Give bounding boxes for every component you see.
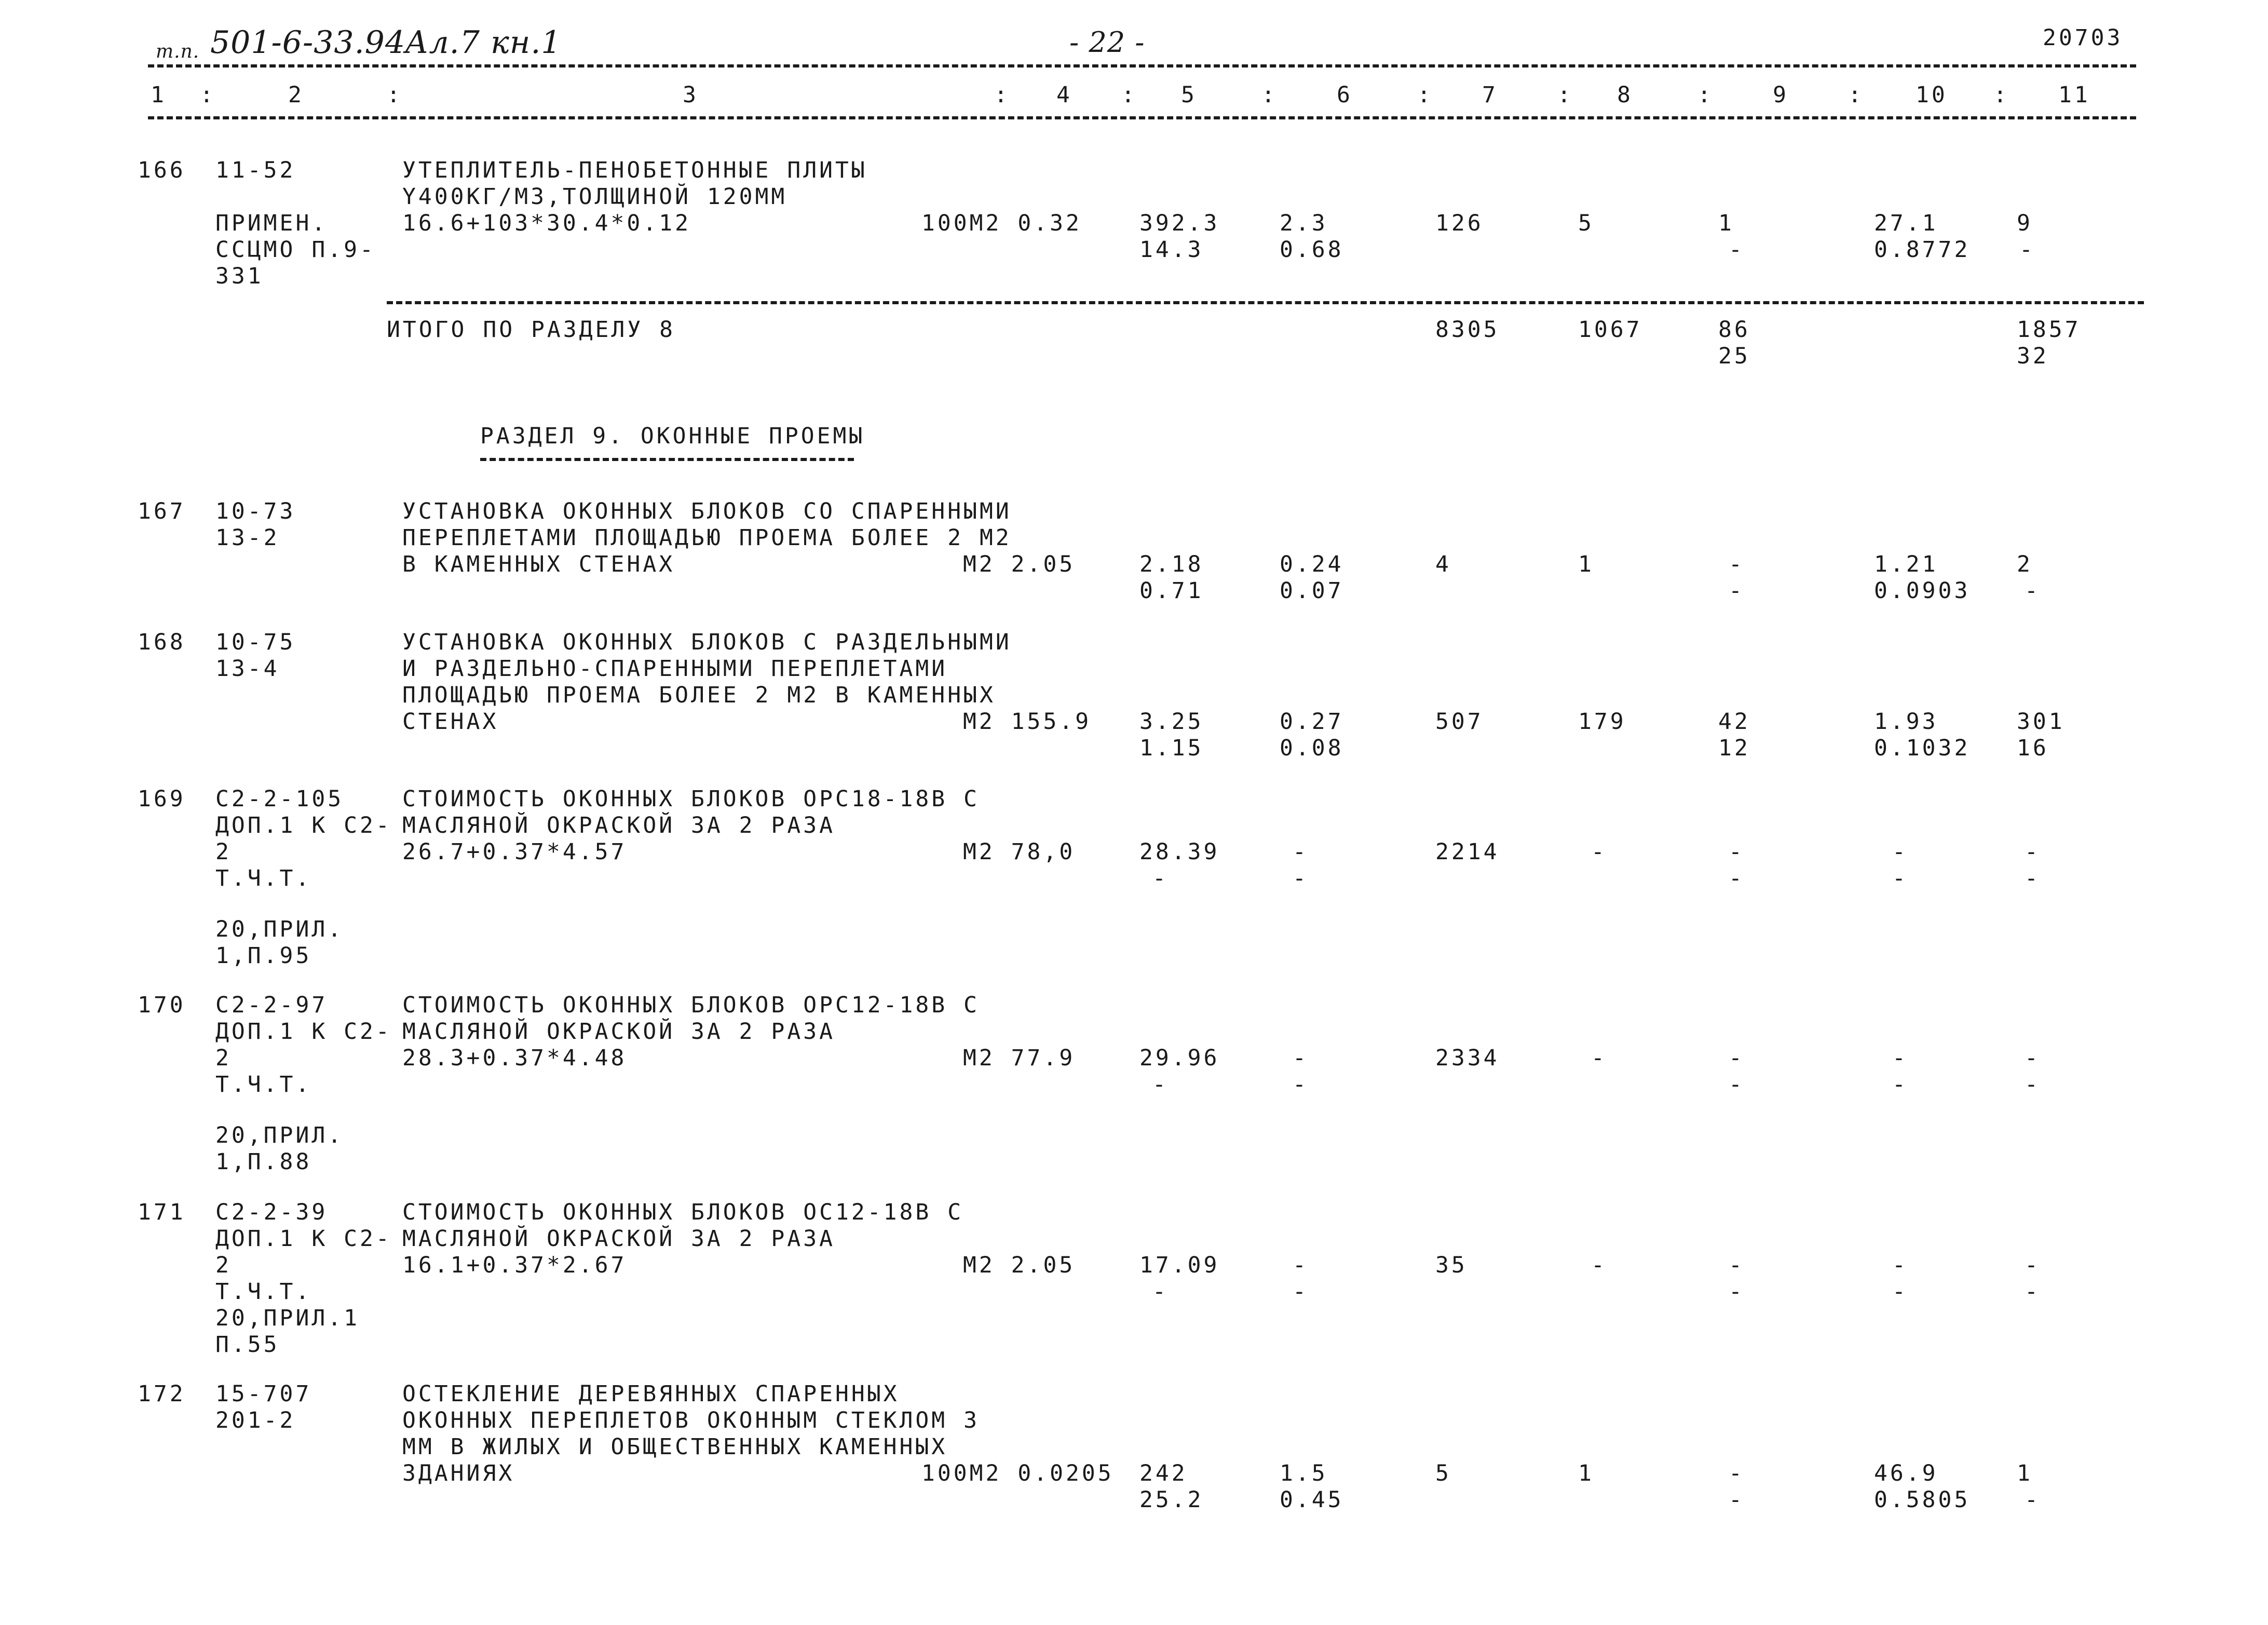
cell-col9: - <box>1729 1072 1745 1098</box>
norm-code: 20,ПРИЛ. <box>215 1122 344 1148</box>
norm-code: 1,П.88 <box>215 1149 312 1175</box>
cell-col10: - <box>1892 839 1908 865</box>
unit-quantity: М2 78,0 <box>963 839 1076 865</box>
cell-col11: 16 <box>2017 735 2049 761</box>
norm-code: ДОП.1 К С2- <box>215 1019 392 1045</box>
cell-col11: 301 <box>2017 709 2065 735</box>
cell-col8: - <box>1591 839 1607 865</box>
cell-col10: 46.9 <box>1874 1460 1938 1486</box>
page-marker: - 22 - <box>1069 26 1145 59</box>
cell-col6: 1.5 <box>1280 1460 1328 1486</box>
column-number: 3 <box>683 82 699 108</box>
column-separator: : <box>1697 82 1714 108</box>
cell-col10: 0.0903 <box>1874 578 1971 604</box>
norm-code: 15-707 <box>215 1381 312 1407</box>
cell-col11: 1 <box>2017 1460 2033 1486</box>
row-number: 168 <box>138 629 186 655</box>
cell-col6: - <box>1293 1072 1309 1098</box>
work-description: СТОИМОСТЬ ОКОННЫХ БЛОКОВ ОС12-18В С <box>402 1199 964 1225</box>
column-number: 9 <box>1773 82 1789 108</box>
work-description: 16.6+103*30.4*0.12 <box>402 210 691 236</box>
norm-code: Т.Ч.Т. <box>215 1072 312 1098</box>
cell-col8: - <box>1591 1045 1607 1071</box>
cell-col5: 1.15 <box>1139 735 1204 761</box>
column-number: 2 <box>288 82 304 108</box>
cell-col9: - <box>1729 578 1745 604</box>
cell-col5: 0.71 <box>1139 578 1204 604</box>
norm-code: ДОП.1 К С2- <box>215 1226 392 1252</box>
cell-col6: 2.3 <box>1280 210 1328 236</box>
cell-col9: 42 <box>1718 709 1750 735</box>
row-number: 167 <box>138 498 186 524</box>
cell-col6: 0.24 <box>1280 551 1344 577</box>
norm-code: С2-2-105 <box>215 786 344 812</box>
unit-quantity: 100М2 0.32 <box>921 210 1082 236</box>
column-separator: : <box>1557 82 1573 108</box>
work-description: СТОИМОСТЬ ОКОННЫХ БЛОКОВ ОРС12-18В С <box>402 992 980 1018</box>
cell-col8: - <box>1591 1252 1607 1278</box>
section-title: РАЗДЕЛ 9. ОКОННЫЕ ПРОЕМЫ <box>480 423 865 449</box>
cell-col10: 27.1 <box>1874 210 1938 236</box>
cell-col8: 1067 <box>1578 317 1642 343</box>
subtotal-rule <box>387 301 2144 304</box>
row-number: 172 <box>138 1381 186 1407</box>
cell-col8: 1 <box>1578 551 1594 577</box>
column-number: 7 <box>1482 82 1498 108</box>
section-title-underline <box>480 458 854 461</box>
cell-col11: - <box>2025 865 2041 891</box>
cell-col11: - <box>2025 578 2041 604</box>
column-separator: : <box>994 82 1010 108</box>
cell-col9: - <box>1729 865 1745 891</box>
column-number: 4 <box>1056 82 1072 108</box>
norm-code: 20,ПРИЛ. <box>215 916 344 942</box>
unit-quantity: 100М2 0.0205 <box>921 1460 1114 1486</box>
work-description: МАСЛЯНОЙ ОКРАСКОЙ ЗА 2 РАЗА <box>402 1019 835 1045</box>
norm-code: 13-4 <box>215 656 280 682</box>
cell-col6: 0.07 <box>1280 578 1344 604</box>
album-book: Ал.7 кн.1 <box>405 24 562 61</box>
row-number: 169 <box>138 786 186 812</box>
cell-col9: - <box>1729 1487 1745 1513</box>
cell-col6: - <box>1293 1252 1309 1278</box>
cell-col5: 14.3 <box>1139 237 1204 263</box>
cell-col9: - <box>1729 1279 1745 1305</box>
cell-col9: - <box>1729 551 1745 577</box>
unit-quantity: М2 2.05 <box>963 551 1076 577</box>
work-description: ОСТЕКЛЕНИЕ ДЕРЕВЯННЫХ СПАРЕННЫХ <box>402 1381 900 1407</box>
cell-col9: - <box>1729 839 1745 865</box>
cell-col6: 0.08 <box>1280 735 1344 761</box>
cell-col5: 17.09 <box>1139 1252 1220 1278</box>
cell-col6: - <box>1293 1279 1309 1305</box>
doc-number: 20703 <box>2043 25 2123 51</box>
cell-col10: 0.5805 <box>1874 1487 1971 1513</box>
cell-col9: - <box>1729 1252 1745 1278</box>
cell-col5: 25.2 <box>1139 1487 1204 1513</box>
column-number: 10 <box>1916 82 1948 108</box>
norm-code: ПРИМЕН. <box>215 210 328 236</box>
column-separator: : <box>1417 82 1433 108</box>
cell-col10: 0.8772 <box>1874 237 1971 263</box>
cell-col10: 1.93 <box>1874 709 1938 735</box>
norm-code: 2 <box>215 1252 232 1278</box>
cell-col10: - <box>1892 865 1908 891</box>
norm-code: 20,ПРИЛ.1 <box>215 1305 360 1331</box>
cell-col11: - <box>2025 1279 2041 1305</box>
column-number: 1 <box>151 82 167 108</box>
cell-col7: 2214 <box>1435 839 1500 865</box>
column-separator: : <box>1848 82 1864 108</box>
work-description: ЗДАНИЯХ <box>402 1460 515 1486</box>
work-description: 26.7+0.37*4.57 <box>402 839 627 865</box>
cell-col5: 392.3 <box>1139 210 1220 236</box>
norm-code: 201-2 <box>215 1407 296 1433</box>
cell-col11: - <box>2019 237 2035 263</box>
cell-col5: - <box>1152 865 1169 891</box>
cell-col6: 0.45 <box>1280 1487 1344 1513</box>
work-description: ПЕРЕПЛЕТАМИ ПЛОЩАДЬЮ ПРОЕМА БОЛЕЕ 2 М2 <box>402 525 1012 551</box>
cell-col7: 5 <box>1435 1460 1451 1486</box>
cell-col10: - <box>1892 1045 1908 1071</box>
cell-col6: - <box>1293 839 1309 865</box>
cell-col6: - <box>1293 865 1309 891</box>
norm-code: 331 <box>215 263 264 289</box>
unit-quantity: М2 2.05 <box>963 1252 1076 1278</box>
work-description: УТЕПЛИТЕЛЬ-ПЕНОБЕТОННЫЕ ПЛИТЫ <box>402 157 867 183</box>
norm-code: 2 <box>215 839 232 865</box>
project-prefix: т.п. <box>156 41 200 62</box>
cell-col7: 2334 <box>1435 1045 1500 1071</box>
column-number: 6 <box>1337 82 1353 108</box>
column-separator: : <box>1261 82 1278 108</box>
cell-col11: - <box>2025 839 2041 865</box>
norm-code: ДОП.1 К С2- <box>215 812 392 838</box>
norm-code: 10-75 <box>215 629 296 655</box>
work-description: СТЕНАХ <box>402 709 499 735</box>
row-number: 166 <box>138 157 186 183</box>
cell-col11: - <box>2025 1252 2041 1278</box>
work-description: 16.1+0.37*2.67 <box>402 1252 627 1278</box>
column-separator: : <box>200 82 216 108</box>
norm-code: Т.Ч.Т. <box>215 1279 312 1305</box>
work-description: 28.3+0.37*4.48 <box>402 1045 627 1071</box>
cell-col9: 25 <box>1718 343 1750 369</box>
column-number: 8 <box>1617 82 1633 108</box>
cell-col9: 1 <box>1718 210 1734 236</box>
cell-col5: 2.18 <box>1139 551 1204 577</box>
cell-col11: - <box>2025 1072 2041 1098</box>
norm-code: 1,П.95 <box>215 943 312 969</box>
cell-col8: 5 <box>1578 210 1594 236</box>
top-rule <box>148 64 2136 67</box>
norm-code: Т.Ч.Т. <box>215 865 312 891</box>
row-number: 170 <box>138 992 186 1018</box>
work-description: УСТАНОВКА ОКОННЫХ БЛОКОВ СО СПАРЕННЫМИ <box>402 498 1012 524</box>
cell-col7: 35 <box>1435 1252 1468 1278</box>
cell-col7: 507 <box>1435 709 1484 735</box>
project-code: 501-6-33.94 <box>210 24 406 61</box>
cell-col10: - <box>1892 1252 1908 1278</box>
cell-col9: - <box>1729 237 1745 263</box>
norm-code: ССЦМО П.9- <box>215 237 376 263</box>
cell-col5: - <box>1152 1279 1169 1305</box>
total-label: ИТОГО ПО РАЗДЕЛУ 8 <box>387 317 675 343</box>
cell-col6: - <box>1293 1045 1309 1071</box>
work-description: В КАМЕННЫХ СТЕНАХ <box>402 551 675 577</box>
cell-col8: 1 <box>1578 1460 1594 1486</box>
cell-col11: 2 <box>2017 551 2033 577</box>
column-separator: : <box>1121 82 1137 108</box>
cell-col8: 179 <box>1578 709 1626 735</box>
work-description: МАСЛЯНОЙ ОКРАСКОЙ ЗА 2 РАЗА <box>402 812 835 838</box>
work-description: Y400КГ/М3,ТОЛЩИНОЙ 120ММ <box>402 184 787 210</box>
cell-col5: 29.96 <box>1139 1045 1220 1071</box>
norm-code: 11-52 <box>215 157 296 183</box>
norm-code: 10-73 <box>215 498 296 524</box>
unit-quantity: М2 77.9 <box>963 1045 1076 1071</box>
column-number: 5 <box>1181 82 1197 108</box>
cell-col10: - <box>1892 1072 1908 1098</box>
cell-col11: 9 <box>2017 210 2033 236</box>
cell-col11: - <box>2025 1487 2041 1513</box>
cell-col10: 0.1032 <box>1874 735 1971 761</box>
cell-col9: 12 <box>1718 735 1750 761</box>
cell-col7: 126 <box>1435 210 1484 236</box>
cell-col9: 86 <box>1718 317 1750 343</box>
work-description: СТОИМОСТЬ ОКОННЫХ БЛОКОВ ОРС18-18В С <box>402 786 980 812</box>
cell-col10: 1.21 <box>1874 551 1938 577</box>
norm-code: П.55 <box>215 1332 280 1358</box>
work-description: МАСЛЯНОЙ ОКРАСКОЙ ЗА 2 РАЗА <box>402 1226 835 1252</box>
cell-col9: - <box>1729 1460 1745 1486</box>
column-separator: : <box>1993 82 2009 108</box>
column-separator: : <box>387 82 403 108</box>
cell-col5: 28.39 <box>1139 839 1220 865</box>
cell-col11: 32 <box>2017 343 2049 369</box>
unit-quantity: М2 155.9 <box>963 709 1092 735</box>
cell-col9: - <box>1729 1045 1745 1071</box>
cell-col11: - <box>2025 1045 2041 1071</box>
column-number: 11 <box>2058 82 2090 108</box>
row-number: 171 <box>138 1199 186 1225</box>
norm-code: С2-2-39 <box>215 1199 328 1225</box>
cell-col5: 3.25 <box>1139 709 1204 735</box>
cell-col5: 242 <box>1139 1460 1188 1486</box>
work-description: И РАЗДЕЛЬНО-СПАРЕННЫМИ ПЕРЕПЛЕТАМИ <box>402 656 948 682</box>
cell-col6: 0.68 <box>1280 237 1344 263</box>
cell-col10: - <box>1892 1279 1908 1305</box>
work-description: УСТАНОВКА ОКОННЫХ БЛОКОВ С РАЗДЕЛЬНЫМИ <box>402 629 1012 655</box>
norm-code: 2 <box>215 1045 232 1071</box>
cell-col7: 8305 <box>1435 317 1500 343</box>
norm-code: 13-2 <box>215 525 280 551</box>
header-rule <box>148 116 2136 119</box>
cell-col7: 4 <box>1435 551 1451 577</box>
work-description: ПЛОЩАДЬЮ ПРОЕМА БОЛЕЕ 2 М2 В КАМЕННЫХ <box>402 682 996 708</box>
cell-col6: 0.27 <box>1280 709 1344 735</box>
work-description: ММ В ЖИЛЫХ И ОБЩЕСТВЕННЫХ КАМЕННЫХ <box>402 1434 948 1460</box>
work-description: ОКОННЫХ ПЕРЕПЛЕТОВ ОКОННЫМ СТЕКЛОМ 3 <box>402 1407 980 1433</box>
cell-col11: 1857 <box>2017 317 2081 343</box>
norm-code: С2-2-97 <box>215 992 328 1018</box>
cell-col5: - <box>1152 1072 1169 1098</box>
